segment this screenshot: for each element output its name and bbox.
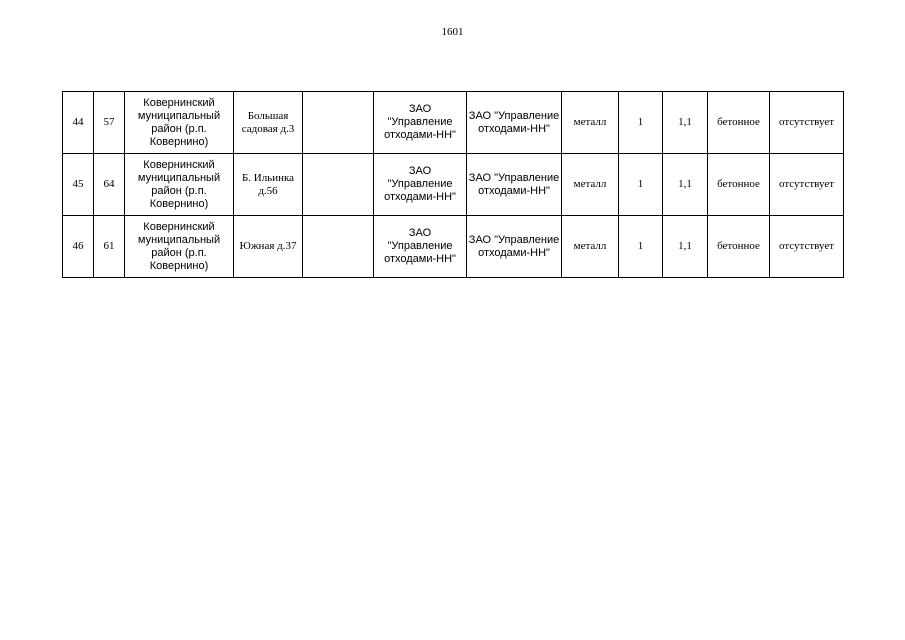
registry-table <box>62 91 844 278</box>
owner-line: ЗАО "Управление <box>468 171 560 184</box>
container-volume-cell: 1,1 <box>663 154 708 216</box>
fence-cell: отсутствует <box>770 92 844 154</box>
district-line: район (р.п. <box>151 246 207 259</box>
operator-line: отходами-НН" <box>384 253 456 265</box>
address-cell <box>234 92 303 154</box>
district-line: муниципальный <box>137 109 221 122</box>
address-line: д.56 <box>258 184 278 197</box>
page-number: 1601 <box>441 26 464 38</box>
district-line: муниципальный <box>137 233 221 246</box>
material-cell: металл <box>562 92 619 154</box>
row-number-cell: 45 <box>63 154 94 216</box>
fence-cell: отсутствует <box>770 154 844 216</box>
operator-line: "Управление <box>387 116 453 128</box>
owner-line: отходами-НН" <box>478 122 550 135</box>
container-count-cell: 1 <box>619 92 663 154</box>
district-line: район (р.п. <box>151 122 207 135</box>
table-row <box>63 92 844 154</box>
district-line: район (р.п. <box>151 184 207 197</box>
fence-cell: отсутствует <box>770 216 844 278</box>
owner-line: ЗАО "Управление <box>468 109 560 122</box>
address-cell <box>234 154 303 216</box>
operator-line: ЗАО <box>408 227 432 239</box>
owner-line: отходами-НН" <box>478 246 550 259</box>
operator-line: "Управление <box>387 240 453 252</box>
district-line: Ковернино) <box>149 135 209 148</box>
district-line: Ковернино) <box>149 197 209 210</box>
district-line: Ковернинский <box>143 96 215 109</box>
table-row <box>63 154 844 216</box>
operator-cell <box>374 216 467 278</box>
site-id-cell: 57 <box>94 92 125 154</box>
address-line: Большая <box>247 109 289 122</box>
district-cell <box>125 216 234 278</box>
row-number-cell: 44 <box>63 92 94 154</box>
operator-line: отходами-НН" <box>384 129 456 141</box>
blank-cell <box>303 92 374 154</box>
address-cell <box>234 216 303 278</box>
district-cell <box>125 92 234 154</box>
container-count-cell: 1 <box>619 154 663 216</box>
district-line: Ковернинский <box>143 158 215 171</box>
container-volume-cell: 1,1 <box>663 216 708 278</box>
container-volume-cell: 1,1 <box>663 92 708 154</box>
row-number-cell: 46 <box>63 216 94 278</box>
site-id-cell: 61 <box>94 216 125 278</box>
material-cell: металл <box>562 154 619 216</box>
material-cell: металл <box>562 216 619 278</box>
container-count-cell: 1 <box>619 216 663 278</box>
blank-cell <box>303 216 374 278</box>
owner-cell <box>467 92 562 154</box>
district-line: Ковернинский <box>143 220 215 233</box>
address-line: Южная д.37 <box>239 240 297 252</box>
operator-cell <box>374 154 467 216</box>
surface-cell: бетонное <box>708 154 770 216</box>
operator-line: отходами-НН" <box>384 191 456 203</box>
owner-line: ЗАО "Управление <box>468 233 560 246</box>
district-line: муниципальный <box>137 171 221 184</box>
table-row <box>63 216 844 278</box>
owner-cell <box>467 154 562 216</box>
site-id-cell: 64 <box>94 154 125 216</box>
owner-cell <box>467 216 562 278</box>
district-line: Ковернино) <box>149 259 209 272</box>
blank-cell <box>303 154 374 216</box>
address-line: садовая д.3 <box>241 122 295 135</box>
operator-cell <box>374 92 467 154</box>
surface-cell: бетонное <box>708 92 770 154</box>
surface-cell: бетонное <box>708 216 770 278</box>
owner-line: отходами-НН" <box>478 184 550 197</box>
operator-line: ЗАО <box>408 165 432 177</box>
operator-line: ЗАО <box>408 103 432 115</box>
address-line: Б. Ильинка <box>241 171 295 184</box>
district-cell <box>125 154 234 216</box>
operator-line: "Управление <box>387 178 453 190</box>
